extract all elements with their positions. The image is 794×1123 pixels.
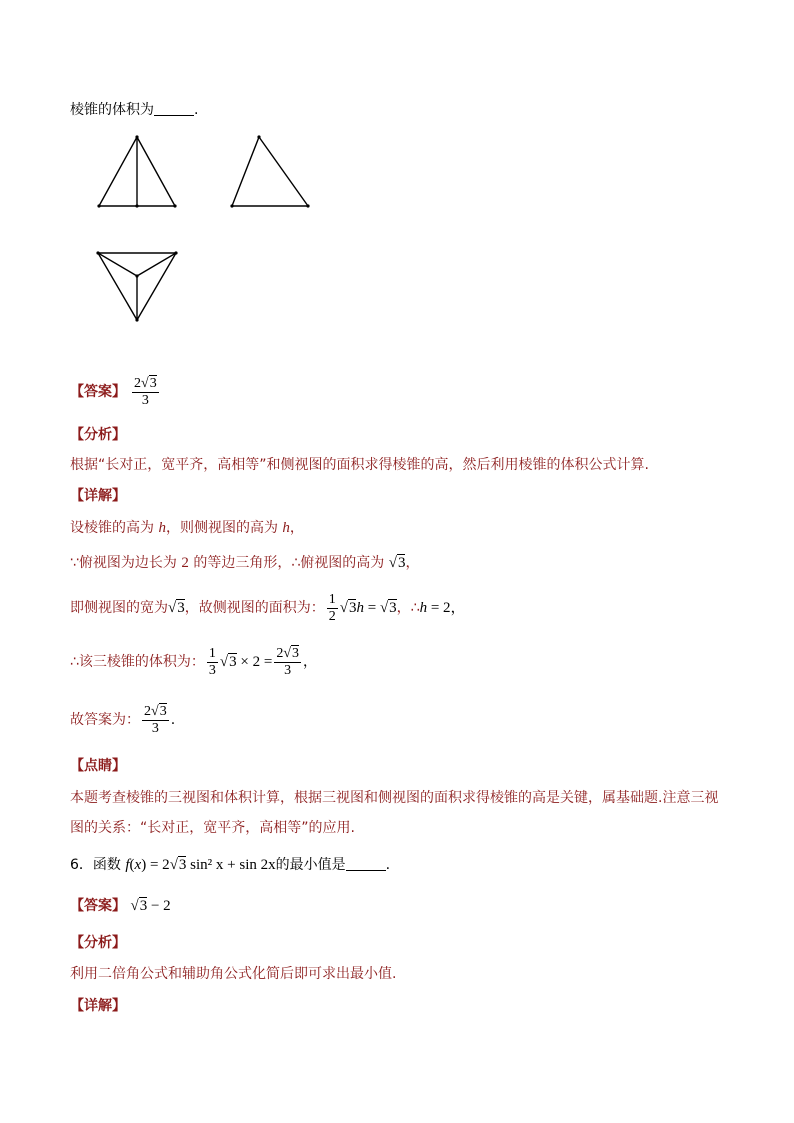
point-tag: 【点睛】 — [70, 758, 126, 774]
detail-line-4: ∴该三棱锥的体积为： $\frac{1}{3}$ √3 × 2 = $\frac{2√3}{3}$ ， — [70, 645, 318, 678]
detail-line-5: 故答案为： $\frac{2√3}{3}$ . — [70, 703, 176, 736]
detail-6-tag: 【详解】 — [70, 998, 126, 1014]
answer-blank-6 — [346, 856, 386, 871]
analysis-tag: 【分析】 — [70, 427, 126, 443]
answer-fraction: $\frac{2√3}{3}$ — [134, 375, 157, 408]
top-view — [96, 251, 177, 321]
answer-blank — [154, 101, 194, 116]
detail-tag: 【详解】 — [70, 488, 126, 504]
analysis-6-text: 利用二倍角公式和辅助角公式化简后即可求出最小值. — [70, 966, 397, 982]
answer-tag: 【答案】 — [70, 384, 126, 400]
detail-line-3: 即侧视图的宽为 √3 ，故侧视图的面积为： $\frac{1}{2}$ √3h = √3 ，∴ h = 2， — [70, 591, 466, 624]
side-view — [230, 135, 309, 207]
analysis-text: 根据“长对正，宽平齐，高相等”和侧视图的面积求得棱锥的高，然后利用棱锥的体积公式计算. — [70, 457, 649, 473]
point-text-1: 本题考查棱锥的三视图和体积计算，根据三视图和侧视图的面积求得棱锥的高是关键，属基础题.注意三视 — [70, 790, 719, 806]
question-5-prompt: 棱锥的体积为 . — [70, 102, 199, 118]
question-6: 6．函数 f(x) = 2√3 sin² x + sin 2x的最小值是 . — [70, 857, 391, 873]
answer-6: 【答案】 √3 − 2 — [70, 898, 171, 914]
analysis-6-tag: 【分析】 — [70, 935, 126, 951]
front-view — [97, 135, 176, 207]
detail-line-1: 设棱锥的高为 h，则侧视图的高为 h， — [70, 520, 304, 536]
detail-line-2: ∵俯视图为边长为 2 的等边三角形，∴俯视图的高为 √3， — [70, 555, 420, 571]
answer-5 — [70, 372, 161, 412]
point-text-2: 图的关系：“长对正，宽平齐，高相等”的应用. — [70, 820, 355, 836]
